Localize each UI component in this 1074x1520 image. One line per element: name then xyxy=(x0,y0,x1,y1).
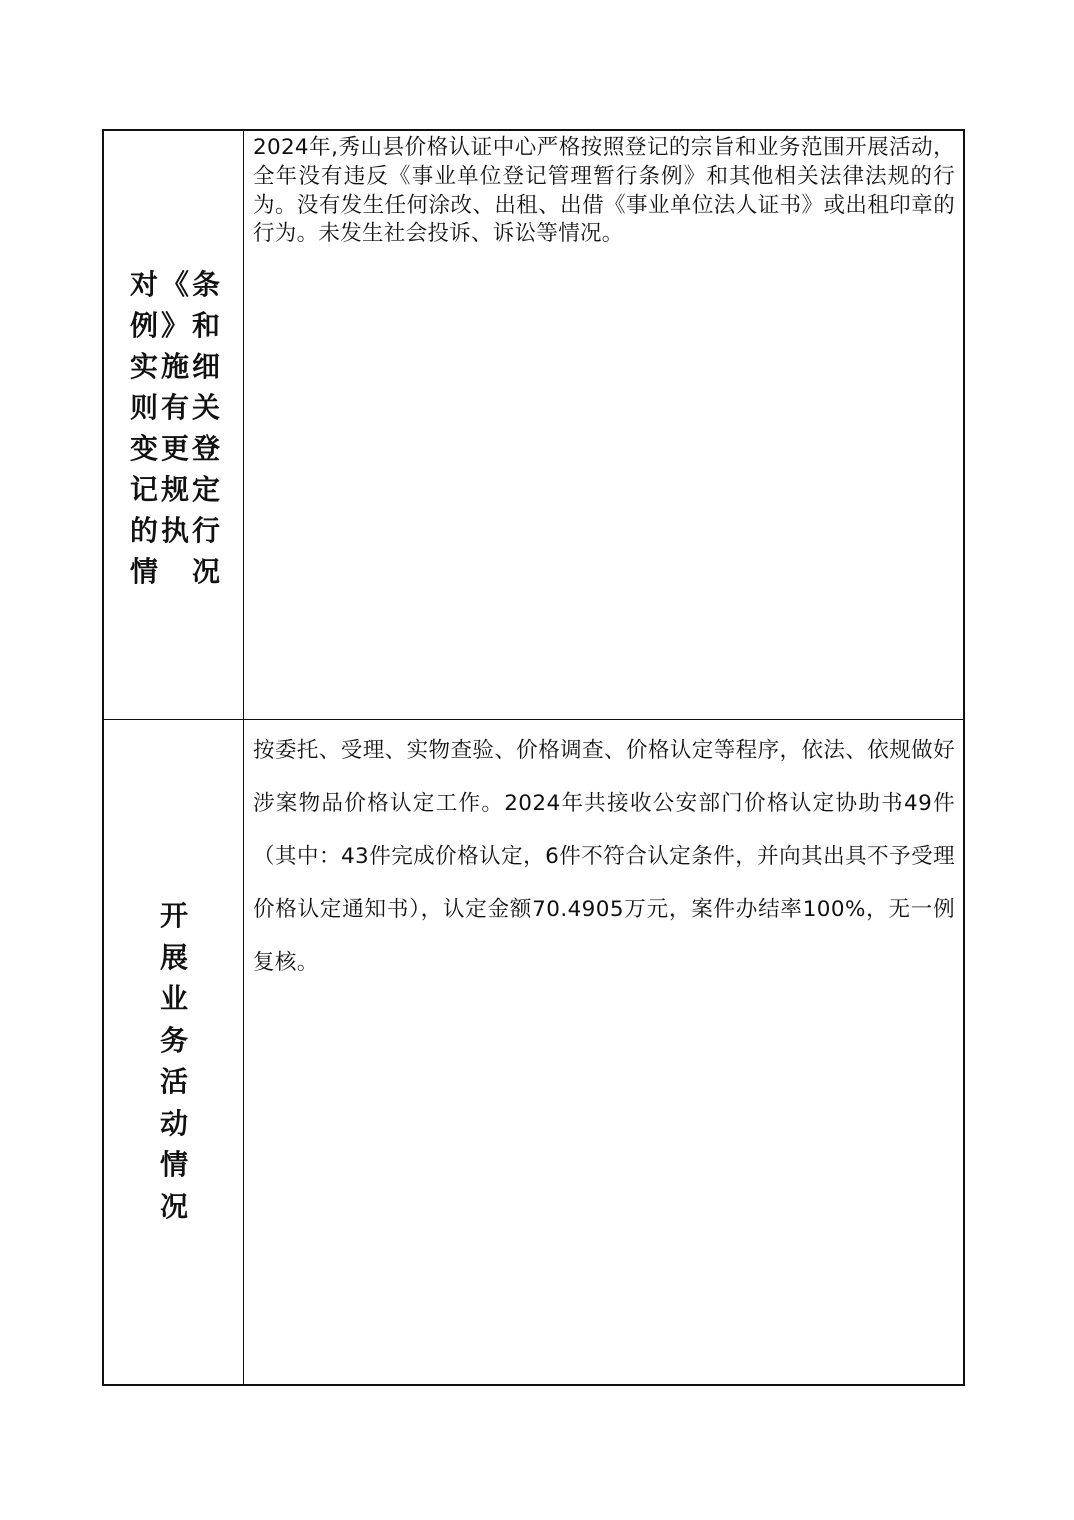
label-char: 更 xyxy=(160,432,189,465)
row-label-cell xyxy=(104,131,244,719)
label-char: 况 xyxy=(159,1189,188,1223)
label-line xyxy=(130,469,220,510)
report-table xyxy=(102,129,965,1386)
label-char: 》 xyxy=(160,309,189,342)
label-char: 行 xyxy=(191,514,220,547)
label-char: 则 xyxy=(130,391,159,424)
label-char: 展 xyxy=(159,940,188,974)
label-char: 规 xyxy=(160,473,189,506)
label-line xyxy=(130,428,220,469)
row-label-cell xyxy=(104,720,244,1385)
regulation-compliance-text: 2024年,秀山县价格认证中心严格按照登记的宗旨和业务范围开展活动，全年没有违反《事业单位登记管理暂行条例》和其他相关法律法规的行为。没有发生任何涂改、出租、出借《事业单位法人证书》或出租印章的行为。未发生社会投诉、诉讼等情况。 xyxy=(253,135,955,247)
label-line xyxy=(130,551,220,592)
label-char: 记 xyxy=(130,473,159,506)
label-char: 和 xyxy=(191,309,220,342)
label-char: 关 xyxy=(191,391,220,424)
label-char: 条 xyxy=(191,268,220,301)
label-char: 况 xyxy=(191,555,220,588)
label-char: 变 xyxy=(130,432,159,465)
label-char: 情 xyxy=(159,1148,188,1181)
label-char: 登 xyxy=(191,432,220,465)
table-row xyxy=(104,131,963,720)
label-char: 执 xyxy=(160,514,189,547)
label-char: 业 xyxy=(159,982,188,1015)
label-char: 情 xyxy=(130,555,159,588)
label-char: 施 xyxy=(160,350,189,383)
label-char: 务 xyxy=(159,1023,188,1057)
label-char: 对 xyxy=(130,268,159,301)
row-label xyxy=(130,264,220,592)
label-line xyxy=(130,305,220,346)
label-line xyxy=(130,346,220,387)
row-content-cell xyxy=(244,131,963,719)
table-row xyxy=(104,720,963,1385)
label-char: 实 xyxy=(130,350,159,383)
label-line xyxy=(130,264,220,305)
label-char: 定 xyxy=(191,473,220,506)
label-char: 的 xyxy=(130,514,159,547)
label-char: 细 xyxy=(191,350,220,383)
label-char: 例 xyxy=(130,309,159,342)
label-char: 《 xyxy=(160,268,189,301)
label-char: 动 xyxy=(159,1106,188,1140)
label-line xyxy=(130,387,220,428)
row-content-cell xyxy=(244,720,963,1385)
label-line xyxy=(130,510,220,551)
business-activities-text: 按委托、受理、实物查验、价格调查、价格认定等程序，依法、依规做好涉案物品价格认定工作。2024年共接收公安部门价格认定协助书49件（其中：43件完成价格认定，6件不符合认定条件，并向其出具不予受理价格认定通知书），认定金额70.4905万元，案件办结率100%，无一例复核。 xyxy=(253,738,955,975)
row-label xyxy=(104,895,244,1227)
label-char: 活 xyxy=(159,1065,188,1098)
label-char: 开 xyxy=(159,899,188,932)
label-char: 有 xyxy=(160,391,189,424)
